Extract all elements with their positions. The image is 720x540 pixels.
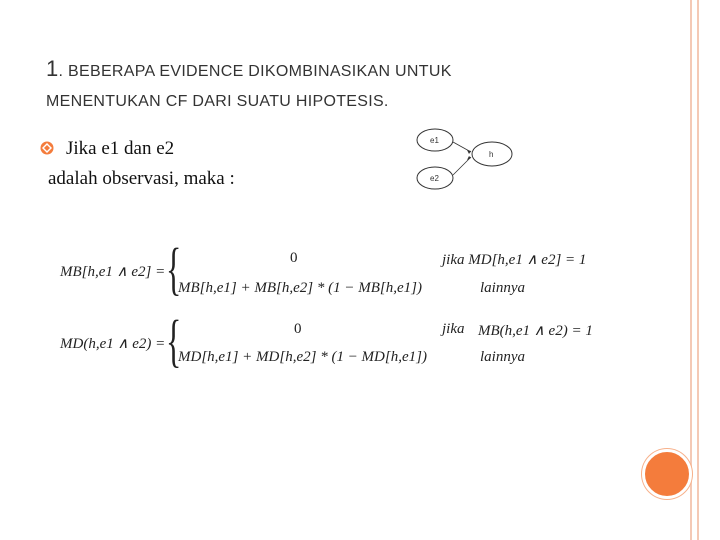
edge-e2-h [453, 157, 471, 175]
title-line-1 [46, 54, 606, 87]
mb-case1-value: 0 [290, 250, 298, 266]
bullet-text-block [40, 134, 370, 194]
bullet-line-2: adalah observasi, maka : [48, 168, 235, 189]
evidence-diagram [410, 122, 520, 194]
mb-brace: { [166, 236, 182, 301]
bullet-line-1: Jika e1 dan e2 [66, 138, 175, 159]
title-number: 1 [46, 56, 59, 81]
decorative-vertical-line-right [697, 0, 699, 540]
md-brace: { [166, 308, 182, 373]
title-line-2: MENENTUKAN CF DARI SUATU HIPOTESIS. [46, 93, 389, 110]
mb-case1-condition: jika MD[h,e1 ∧ e2] = 1 [442, 252, 587, 268]
mb-case2-condition: lainnya [480, 280, 525, 296]
md-case1-condition: MB(h,e1 ∧ e2) = 1 [478, 323, 593, 339]
md-case1-condition-prefix: jika [442, 321, 465, 337]
title-text-1: . BEBERAPA EVIDENCE DIKOMBINASIKAN UNTUK [58, 63, 452, 80]
node-e1-label: e1 [430, 136, 439, 145]
node-e2-label: e2 [430, 174, 439, 183]
slide-title [46, 54, 606, 117]
decorative-orange-circle [642, 449, 692, 499]
md-case2-value: MD[h,e1] + MD[h,e2] * (1 − MD[h,e1]) [178, 349, 427, 365]
md-case1-value: 0 [294, 321, 302, 337]
node-h-label: h [489, 150, 494, 159]
md-case2-condition: lainnya [480, 349, 525, 365]
mb-case2-value: MB[h,e1] + MB[h,e2] * (1 − MB[h,e1]) [178, 280, 422, 296]
orange-diamond-bullet-icon [40, 141, 54, 155]
md-formula-lhs: MD(h,e1 ∧ e2) = [60, 336, 166, 352]
decorative-vertical-line-left [690, 0, 692, 540]
mb-formula-lhs: MB[h,e1 ∧ e2] = [60, 264, 166, 280]
